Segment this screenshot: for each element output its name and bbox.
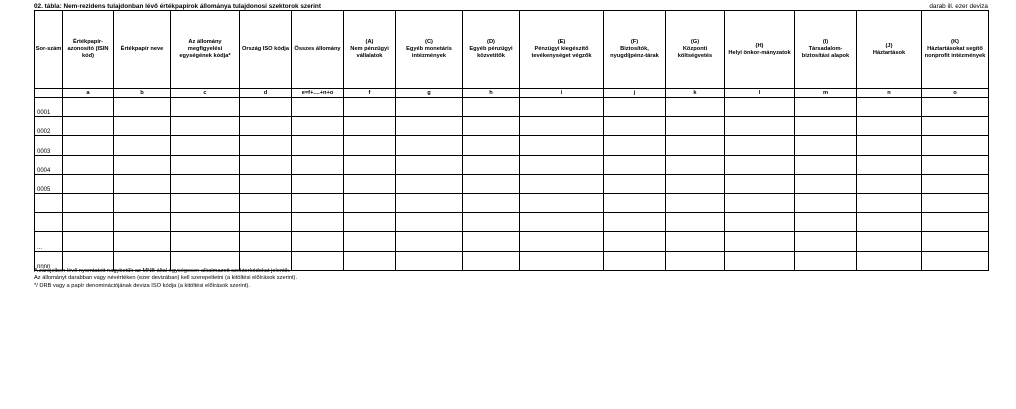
data-cell[interactable] <box>922 117 989 136</box>
sector-code: (C) <box>425 39 433 46</box>
data-cell[interactable] <box>240 155 292 174</box>
column-header <box>857 11 922 89</box>
data-cell[interactable] <box>795 232 857 251</box>
data-cell[interactable] <box>922 136 989 155</box>
data-cell[interactable] <box>520 232 604 251</box>
data-cell[interactable] <box>795 213 857 232</box>
table-row <box>35 193 989 212</box>
data-cell[interactable] <box>463 232 520 251</box>
data-cell[interactable] <box>240 232 292 251</box>
column-header <box>171 11 240 89</box>
data-cell[interactable] <box>63 213 114 232</box>
data-cell[interactable] <box>463 117 520 136</box>
data-cell[interactable] <box>922 174 989 193</box>
sector-code: (A) <box>365 39 374 46</box>
data-cell[interactable] <box>795 193 857 212</box>
column-header <box>922 11 989 89</box>
footnote: A zárójelben lévő nyomtatott nagybetűk az MNB által egységesen alkalmazott szektorkódokat jelentik. <box>34 268 291 274</box>
column-label: Pénzügyi kiegészítő tevékenységet végzők <box>531 46 592 59</box>
data-cell[interactable] <box>396 193 463 212</box>
sector-code: (G) <box>690 39 700 46</box>
column-header <box>292 11 344 89</box>
data-cell[interactable] <box>604 136 666 155</box>
row-number <box>35 213 63 232</box>
data-cell[interactable] <box>292 174 344 193</box>
data-cell[interactable] <box>666 251 725 270</box>
data-cell[interactable] <box>857 174 922 193</box>
data-cell[interactable] <box>520 174 604 193</box>
data-cell[interactable] <box>857 155 922 174</box>
data-cell[interactable] <box>604 117 666 136</box>
column-letter: c <box>171 89 240 98</box>
data-cell[interactable] <box>463 193 520 212</box>
data-cell[interactable] <box>292 232 344 251</box>
column-header <box>35 11 63 89</box>
column-label: Helyi önkor-mányzatok <box>728 49 791 56</box>
column-header <box>463 11 520 89</box>
data-cell[interactable] <box>63 193 114 212</box>
sector-code: (H) <box>755 42 764 49</box>
table-row <box>35 232 989 251</box>
column-letter: l <box>725 89 795 98</box>
data-cell[interactable] <box>114 155 171 174</box>
data-cell[interactable] <box>63 136 114 155</box>
data-cell[interactable] <box>666 232 725 251</box>
data-cell[interactable] <box>725 136 795 155</box>
data-cell[interactable] <box>463 155 520 174</box>
data-cell[interactable] <box>396 251 463 270</box>
data-cell[interactable] <box>922 232 989 251</box>
data-cell[interactable] <box>666 155 725 174</box>
column-header <box>344 11 396 89</box>
footnotes <box>34 268 297 290</box>
column-letter: k <box>666 89 725 98</box>
data-cell[interactable] <box>922 155 989 174</box>
sector-code: (D) <box>487 39 495 46</box>
sector-code: (J) <box>885 42 893 49</box>
column-letter: a <box>63 89 114 98</box>
data-cell[interactable] <box>520 136 604 155</box>
data-cell[interactable] <box>520 193 604 212</box>
data-cell[interactable] <box>396 136 463 155</box>
column-letter-row <box>35 89 989 98</box>
data-cell[interactable] <box>922 213 989 232</box>
data-cell[interactable] <box>666 117 725 136</box>
header-row <box>35 11 989 89</box>
data-cell[interactable] <box>292 117 344 136</box>
column-label: Társadalom-biztosítási alapok <box>801 46 850 59</box>
column-header <box>396 11 463 89</box>
data-cell[interactable] <box>604 232 666 251</box>
column-letter: o <box>922 89 989 98</box>
column-header <box>604 11 666 89</box>
data-cell[interactable] <box>114 193 171 212</box>
data-cell[interactable] <box>396 117 463 136</box>
data-cell[interactable] <box>63 232 114 251</box>
data-cell[interactable] <box>240 117 292 136</box>
data-cell[interactable] <box>795 117 857 136</box>
data-cell[interactable] <box>171 117 240 136</box>
data-cell[interactable] <box>344 193 396 212</box>
data-cell[interactable] <box>795 155 857 174</box>
table-row <box>35 117 989 136</box>
table-row <box>35 174 989 193</box>
data-cell[interactable] <box>604 193 666 212</box>
data-cell[interactable] <box>114 213 171 232</box>
column-letter: h <box>463 89 520 98</box>
data-cell[interactable] <box>344 136 396 155</box>
row-number: 0003 <box>35 136 63 155</box>
data-cell[interactable] <box>857 232 922 251</box>
data-cell[interactable] <box>171 232 240 251</box>
row-number: ... <box>35 232 63 251</box>
data-cell[interactable] <box>604 98 666 117</box>
column-label: Nem pénzügyi vállalatok <box>350 46 389 59</box>
column-letter <box>35 89 63 98</box>
data-cell[interactable] <box>344 117 396 136</box>
column-label: Értékpapír-azonosító (ISIN kód) <box>67 39 109 59</box>
data-cell[interactable] <box>795 136 857 155</box>
data-cell[interactable] <box>114 117 171 136</box>
data-cell[interactable] <box>240 213 292 232</box>
data-cell[interactable] <box>344 232 396 251</box>
table-row <box>35 155 989 174</box>
data-cell[interactable] <box>240 193 292 212</box>
data-cell[interactable] <box>520 98 604 117</box>
data-cell[interactable] <box>463 251 520 270</box>
data-cell[interactable] <box>171 174 240 193</box>
column-header <box>725 11 795 89</box>
column-header <box>240 11 292 89</box>
table-row <box>35 213 989 232</box>
data-cell[interactable] <box>795 98 857 117</box>
data-cell[interactable] <box>240 98 292 117</box>
data-cell[interactable] <box>396 174 463 193</box>
data-cell[interactable] <box>396 213 463 232</box>
data-cell[interactable] <box>604 155 666 174</box>
column-letter: b <box>114 89 171 98</box>
column-label: Az állomány megfigyelési egységének kódja* <box>179 39 231 59</box>
data-cell[interactable] <box>857 213 922 232</box>
data-cell[interactable] <box>463 136 520 155</box>
data-cell[interactable] <box>857 136 922 155</box>
data-cell[interactable] <box>725 174 795 193</box>
data-cell[interactable] <box>725 155 795 174</box>
data-cell[interactable] <box>666 193 725 212</box>
column-label: Háztartásokat segítő nonprofit intézmények <box>924 46 986 59</box>
data-cell[interactable] <box>171 136 240 155</box>
data-cell[interactable] <box>171 155 240 174</box>
table-title: 02. tábla: Nem-rezidens tulajdonban lévő értékpapírok állománya tulajdonosi szektorok szerint <box>34 3 321 10</box>
data-cell[interactable] <box>63 117 114 136</box>
column-letter: f <box>344 89 396 98</box>
data-cell[interactable] <box>725 213 795 232</box>
column-letter: j <box>604 89 666 98</box>
column-label: Egyéb monetáris intézmények <box>406 46 452 59</box>
sector-code: (K) <box>951 39 959 46</box>
column-label: Háztartások <box>872 49 906 56</box>
table-row <box>35 136 989 155</box>
data-cell[interactable] <box>344 213 396 232</box>
data-cell[interactable] <box>520 213 604 232</box>
data-cell[interactable] <box>396 232 463 251</box>
data-cell[interactable] <box>171 213 240 232</box>
column-label: Központi költségvetés <box>677 46 713 59</box>
column-letter: i <box>520 89 604 98</box>
row-number: 0004 <box>35 155 63 174</box>
data-cell[interactable] <box>666 174 725 193</box>
data-cell[interactable] <box>292 155 344 174</box>
data-cell[interactable] <box>922 98 989 117</box>
row-number: 0002 <box>35 117 63 136</box>
data-cell[interactable] <box>240 136 292 155</box>
column-label: Biztosítók, nyugdíjpénz-tárak <box>610 46 659 59</box>
column-label: Egyéb pénzügyi közvetítők <box>469 46 513 59</box>
data-cell[interactable] <box>666 136 725 155</box>
column-letter: g <box>396 89 463 98</box>
column-header <box>63 11 114 89</box>
data-cell[interactable] <box>463 174 520 193</box>
column-letter: n <box>857 89 922 98</box>
footnote: */ DRB vagy a papír denominációjának deviza ISO kódja (a kitöltési előírások szerint). <box>34 282 250 289</box>
data-cell[interactable] <box>520 155 604 174</box>
data-cell[interactable] <box>857 193 922 212</box>
data-cell[interactable] <box>604 251 666 270</box>
column-label: Értékpapír neve <box>120 46 164 53</box>
data-cell[interactable] <box>520 117 604 136</box>
column-header <box>114 11 171 89</box>
data-cell[interactable] <box>344 98 396 117</box>
data-cell[interactable] <box>240 174 292 193</box>
data-cell[interactable] <box>292 213 344 232</box>
data-cell[interactable] <box>171 193 240 212</box>
data-cell[interactable] <box>922 251 989 270</box>
data-cell[interactable] <box>114 232 171 251</box>
data-cell[interactable] <box>520 251 604 270</box>
data-cell[interactable] <box>292 98 344 117</box>
sector-code: (I) <box>822 39 829 46</box>
data-cell[interactable] <box>604 213 666 232</box>
data-cell[interactable] <box>725 117 795 136</box>
data-cell[interactable] <box>292 136 344 155</box>
column-header <box>795 11 857 89</box>
data-cell[interactable] <box>795 251 857 270</box>
data-cell[interactable] <box>396 98 463 117</box>
data-cell[interactable] <box>725 251 795 270</box>
data-cell[interactable] <box>463 98 520 117</box>
data-cell[interactable] <box>857 98 922 117</box>
data-cell[interactable] <box>857 117 922 136</box>
column-header <box>520 11 604 89</box>
data-cell[interactable] <box>604 174 666 193</box>
data-cell[interactable] <box>666 213 725 232</box>
data-cell[interactable] <box>171 98 240 117</box>
column-label: Összes állomány <box>294 46 341 53</box>
row-number: 0005 <box>35 174 63 193</box>
data-cell[interactable] <box>114 98 171 117</box>
data-cell[interactable] <box>114 174 171 193</box>
sector-code: (E) <box>557 39 566 46</box>
column-header <box>666 11 725 89</box>
data-cell[interactable] <box>463 213 520 232</box>
data-cell[interactable] <box>725 98 795 117</box>
data-cell[interactable] <box>114 136 171 155</box>
unit-label: darab ill. ezer deviza <box>929 3 988 10</box>
data-cell[interactable] <box>396 155 463 174</box>
column-letter: d <box>240 89 292 98</box>
row-number <box>35 193 63 212</box>
data-cell[interactable] <box>292 251 344 270</box>
data-cell[interactable] <box>63 155 114 174</box>
data-cell[interactable] <box>344 174 396 193</box>
data-cell[interactable] <box>63 98 114 117</box>
column-letter: m <box>795 89 857 98</box>
column-label: Ország ISO kódja <box>241 46 290 53</box>
data-cell[interactable] <box>725 193 795 212</box>
sector-code: (F) <box>630 39 639 46</box>
data-cell[interactable] <box>857 251 922 270</box>
footnote: Az állományt darabban vagy névértéken (ezer devizában) kell szerepeltetni (a kitöltési előírások szerint). <box>34 275 298 282</box>
row-number: 0001 <box>35 98 63 117</box>
holdings-table <box>34 10 989 271</box>
data-cell[interactable] <box>666 98 725 117</box>
data-cell[interactable] <box>292 193 344 212</box>
data-cell[interactable] <box>344 251 396 270</box>
column-letter: e=f+....+n+o <box>292 89 344 98</box>
table-row <box>35 98 989 117</box>
column-label: Sor-szám <box>35 46 62 53</box>
data-cell[interactable] <box>795 174 857 193</box>
data-cell[interactable] <box>344 155 396 174</box>
row-number: nnnn <box>35 251 63 270</box>
data-cell[interactable] <box>725 232 795 251</box>
data-cell[interactable] <box>63 174 114 193</box>
data-cell[interactable] <box>922 193 989 212</box>
